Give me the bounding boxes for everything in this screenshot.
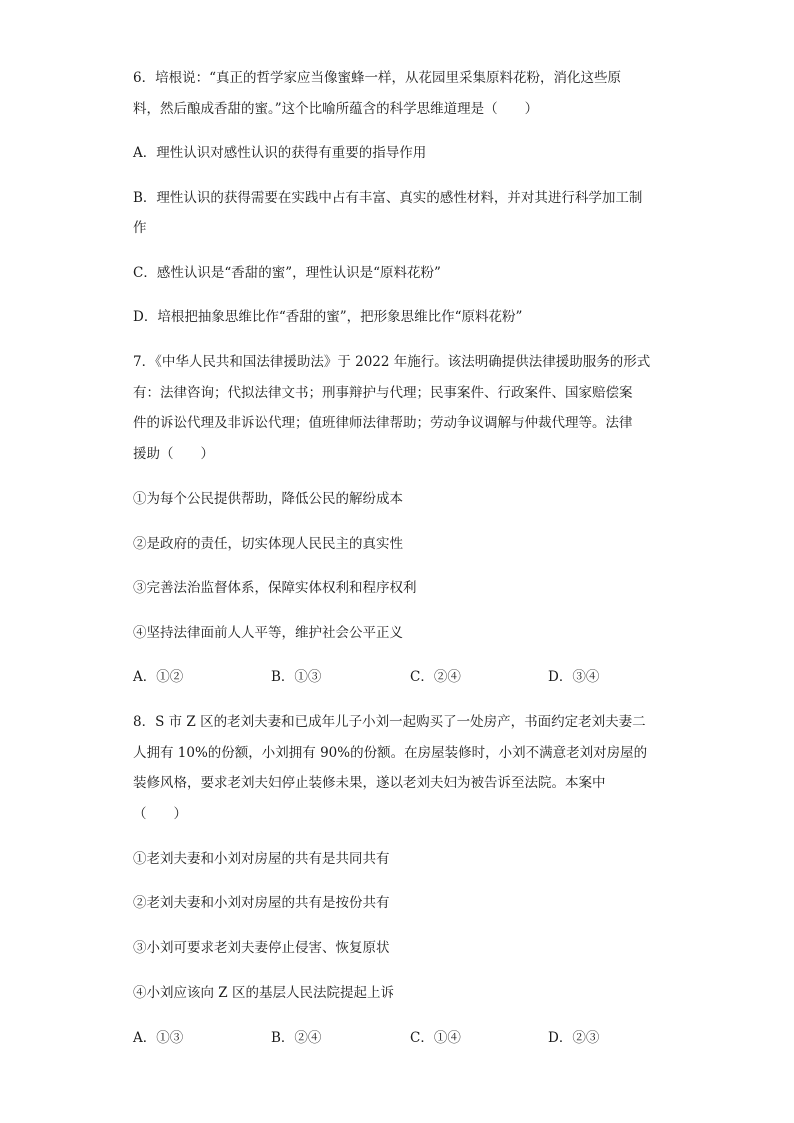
q8-choice-a: A．①③ bbox=[133, 1030, 184, 1046]
q6-option-b-line-2: 作 bbox=[133, 220, 147, 236]
q7-choices bbox=[133, 667, 693, 687]
q7-choice-d: D．③④ bbox=[548, 669, 600, 685]
q8-statement-1: ①老刘夫妻和小刘对房屋的共有是共同共有 bbox=[133, 851, 390, 867]
q7-stem-line-1: 7．《中华人民共和国法律援助法》于 2022 年施行。该法明确提供法律援助服务的形式 bbox=[133, 354, 651, 370]
q7-choice-c: C．②④ bbox=[410, 669, 461, 685]
q8-stem-line-1: 8．S 市 Z 区的老刘夫妻和已成年儿子小刘一起购买了一处房产，书面约定老刘夫妻二 bbox=[133, 714, 646, 730]
q7-choice-a: A．①② bbox=[133, 669, 184, 685]
q8-stem-line-4: （ ） bbox=[133, 806, 187, 822]
q7-statement-2: ②是政府的责任，切实体现人民民主的真实性 bbox=[133, 536, 403, 552]
q7-statement-4: ④坚持法律面前人人平等，维护社会公平正义 bbox=[133, 625, 403, 641]
q8-statement-4: ④小刘应该向 Z 区的基层人民法院提起上诉 bbox=[133, 985, 394, 1001]
q8-choice-b: B．②④ bbox=[271, 1030, 322, 1046]
q8-statement-3: ③小刘可要求老刘夫妻停止侵害、恢复原状 bbox=[133, 940, 390, 956]
q7-stem-line-2: 有：法律咨询；代拟法律文书；刑事辩护与代理；民事案件、行政案件、国家赔偿案 bbox=[133, 385, 633, 401]
q8-choice-d: D．②③ bbox=[548, 1030, 600, 1046]
q8-stem-line-2: 人拥有 10%的份额，小刘拥有 90%的份额。在房屋装修时，小刘不满意老刘对房屋的 bbox=[133, 745, 648, 761]
q7-stem-line-4: 援助（ ） bbox=[133, 446, 214, 462]
q8-choice-c: C．①④ bbox=[410, 1030, 461, 1046]
q7-statement-1: ①为每个公民提供帮助，降低公民的解纷成本 bbox=[133, 491, 403, 507]
q8-statement-2: ②老刘夫妻和小刘对房屋的共有是按份共有 bbox=[133, 895, 390, 911]
q6-option-a: A．理性认识对感性认识的获得有重要的指导作用 bbox=[133, 145, 427, 161]
q7-choice-b: B．①③ bbox=[271, 669, 322, 685]
q6-option-d: D．培根把抽象思维比作“香甜的蜜”，把形象思维比作“原料花粉” bbox=[133, 309, 523, 325]
q6-stem-line-2: 料，然后酿成香甜的蜜。”这个比喻所蕴含的科学思维道理是（ ） bbox=[133, 101, 539, 117]
q7-statement-3: ③完善法治监督体系，保障实体权利和程序权利 bbox=[133, 580, 417, 596]
q6-option-b-line-1: B．理性认识的获得需要在实践中占有丰富、真实的感性材料，并对其进行科学加工制 bbox=[133, 190, 643, 206]
q8-stem-line-3: 装修风格，要求老刘夫妇停止装修未果，遂以老刘夫妇为被告诉至法院。本案中 bbox=[133, 775, 606, 791]
q6-stem-line-1: 6．培根说：“真正的哲学家应当像蜜蜂一样，从花园里采集原料花粉，消化这些原 bbox=[133, 70, 621, 86]
q8-choices bbox=[133, 1028, 693, 1048]
q6-option-c: C．感性认识是“香甜的蜜”，理性认识是“原料花粉” bbox=[133, 265, 441, 281]
q7-stem-line-3: 件的诉讼代理及非诉讼代理；值班律师法律帮助；劳动争议调解与仲裁代理等。法律 bbox=[133, 415, 633, 431]
